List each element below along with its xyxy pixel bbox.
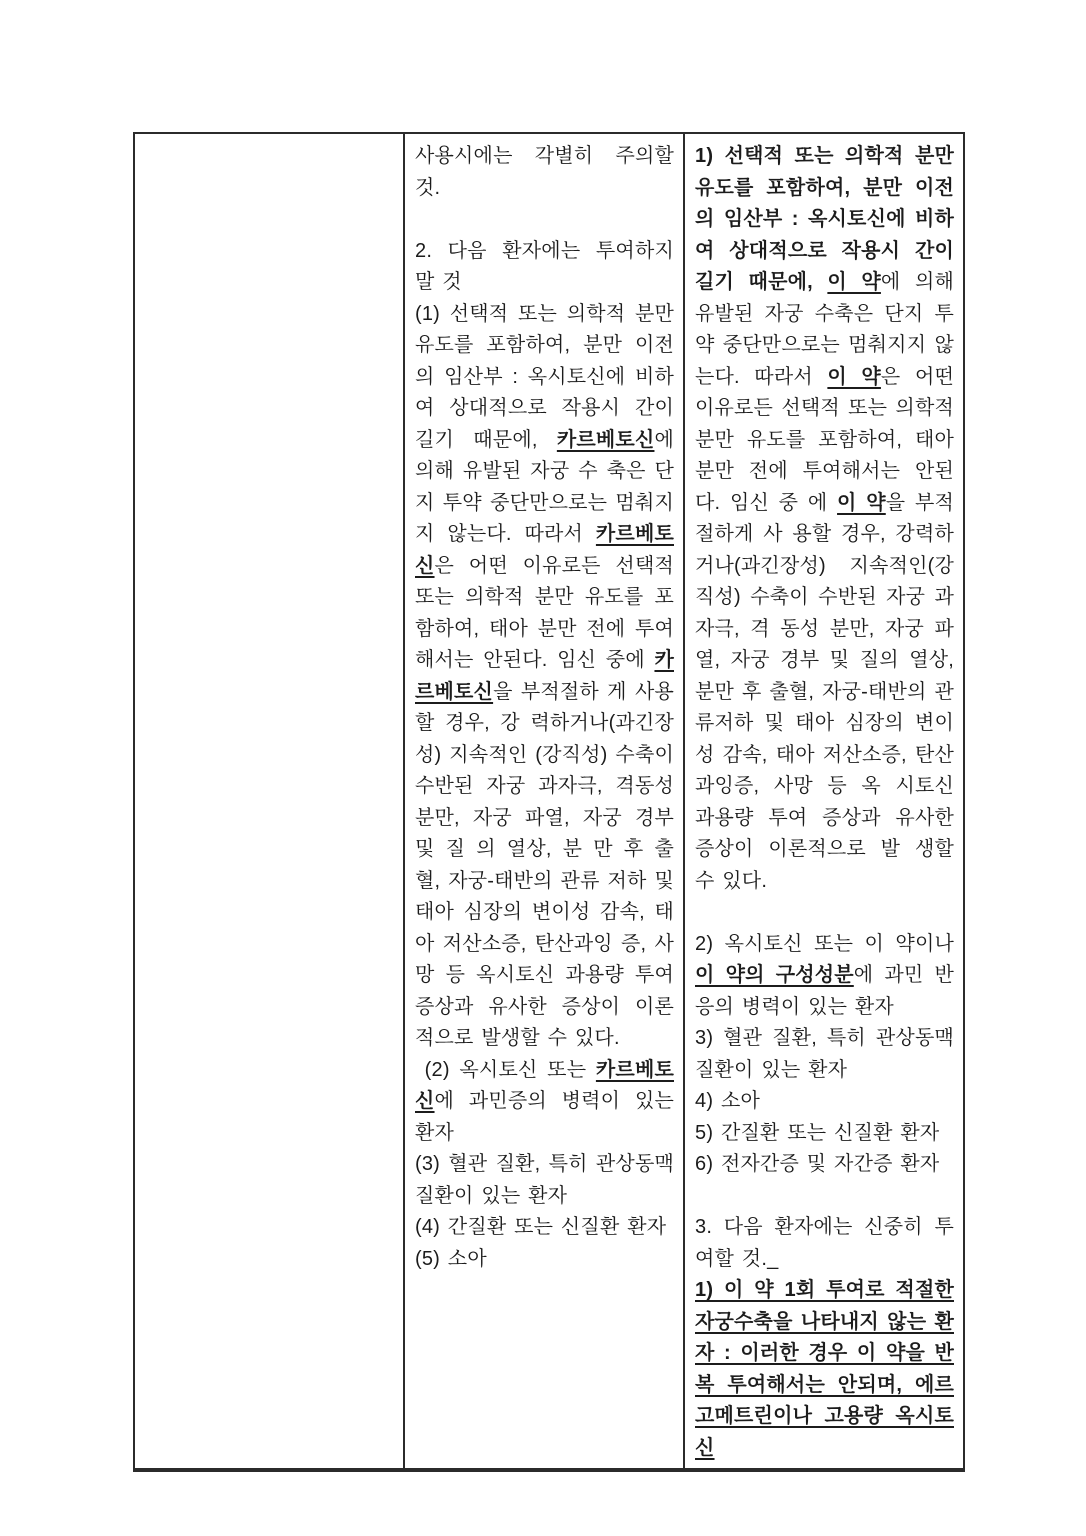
paragraph [415,1149,674,1212]
text-run: 3) 혈관 질환, 특히 관상동맥 질환이 있는 환자 [695,1027,954,1081]
text-run: (3) 혈관 질환, 특히 관상동맥 질환이 있는 환자 [415,1153,674,1207]
text-run: (4) 간질환 또는 신질환 환자 [415,1216,667,1238]
paragraph [695,1149,954,1181]
paragraph [695,1181,954,1213]
text-run: 을 부적절하게 사 용할 경우, 강력하거나(과긴장성) 지속적인(강직성) 수축이 수반된 자궁 과자극, 격 동성 분만, 자궁 파열, 자궁 경부 및 질의 열상, 분만 후 출혈, 자궁-태반의 관류저하 및 태아 심장의 변이성 감속, 태아 저산소증, 탄산과잉증, 사망 등 옥 시토신 과용량 투여 증상과 유사한 증상이 이론적으로 발 생할 수 있다. [695,491,954,892]
paragraph [415,1212,674,1244]
table-cell-original-text [404,133,684,1470]
text-run: 이 약 [827,365,881,388]
text-run: 이 약의 구성성분 [695,964,854,986]
text-run: 2) 옥시토신 또는 이 약이나 [695,932,954,955]
text-run: 5) 간질환 또는 신질환 환자 [695,1121,940,1144]
paragraph [695,1023,954,1086]
text-run: 6) 전자간증 및 자간증 환자 [695,1153,940,1175]
paragraph [695,1086,954,1118]
table-cell-left-empty [134,133,404,1470]
paragraph [415,1244,674,1276]
text-run: 에 과민증의 병력이 있는 환자 [415,1090,674,1144]
text-run: 카르베토신 [415,523,674,577]
text-run: (5) 소아 [415,1247,487,1270]
text-run: 을 부적절하 게 사용할 경우, 강 력하거나(과긴장성) 지속적인 (강직성) 수축이 수반된 자궁 과자극, 격동성 분만, 자궁 파열, 자궁 경부 및 질 의 열상, 분 만 후 출혈, 자궁-태반의 관류 저하 및 태아 심장의 변이성 감속, 태아 저산소증, 탄산과잉 증, 사망 등 옥시토신 과용량 투여 증상과 유사한 증상이 이론 적으로 발생할 수 있다. [415,680,674,1049]
text-run: 2. 다음 환자에는 투여하지 말 것 [415,239,674,293]
text-run: 1) 선택적 또는 의학적 분만 유도를 포함하여, 분만 이전의 임산부 : 옥시토신에 비하여 상대적으로 작용시 간이 길기 때문에, [695,145,954,293]
text-run: 사용시에는 각별히 주의할 것. [415,145,674,199]
paragraph [415,299,674,1055]
paragraph [415,204,674,236]
text-run: 은 어떤 이유로든 선택적 또는 의학적 분만 유도를 포함하여, 태아 분만 전에 투여해서는 안된다. 임신 중에 [415,554,674,671]
text-run: 은 어떤 이유로든 선택적 또는 의학적 분만 유도를 포함하여, 태아 분만 전에 투여해서는 안된다. 임신 중 에 [695,365,954,514]
table-row [134,133,964,1470]
text-run: 카르베토신 [556,428,655,451]
text-run: 에 과민 반 응의 병력이 있는 환자 [695,964,954,1018]
paragraph [415,236,674,299]
paragraph [695,929,954,1024]
paragraph [695,1212,954,1275]
paragraph [695,897,954,929]
paragraph [415,1055,674,1150]
text-run: 4) 소아 [695,1090,760,1112]
paragraph [695,141,954,897]
text-run: 카르베토신 [415,649,674,703]
text-run: (2) 옥시토신 또는 [415,1058,596,1081]
paragraph [415,141,674,204]
comparison-table [133,132,965,1472]
text-run: 3. 다음 환자에는 신중히 투여할 것._ [695,1216,954,1270]
table-cell-revised-text [684,133,964,1470]
text-run: 카르베토신 [415,1058,674,1112]
paragraph [695,1118,954,1150]
text-run: 에 의해 유발된 자궁 수 축은 단지 투약 중단만으로는 멈춰지지 않는다. 따라서 [415,428,674,545]
text-run: 에 의해 유발된 자궁 수축은 단지 투약 중단만으로는 멈춰지지 않는다. 따라서 [695,271,954,388]
text-run: 1) 이 약 1회 투여로 적절한 자궁수축을 나타내지 않는 환자 : 이러한 경우 이 약을 반복 투여해서는 안되며, 에르고메트린이나 고용량 옥시토신 [695,1279,954,1459]
text-run: 이 약 [837,491,886,514]
text-run: (1) 선택적 또는 의학적 분만 유도를 포함하여, 분만 이전의 임산부 : 옥시토신에 비하여 상대적으로 작용시 간이 길기 때문에, [415,302,674,451]
paragraph [695,1275,954,1464]
text-run: 이 약 [827,271,881,293]
